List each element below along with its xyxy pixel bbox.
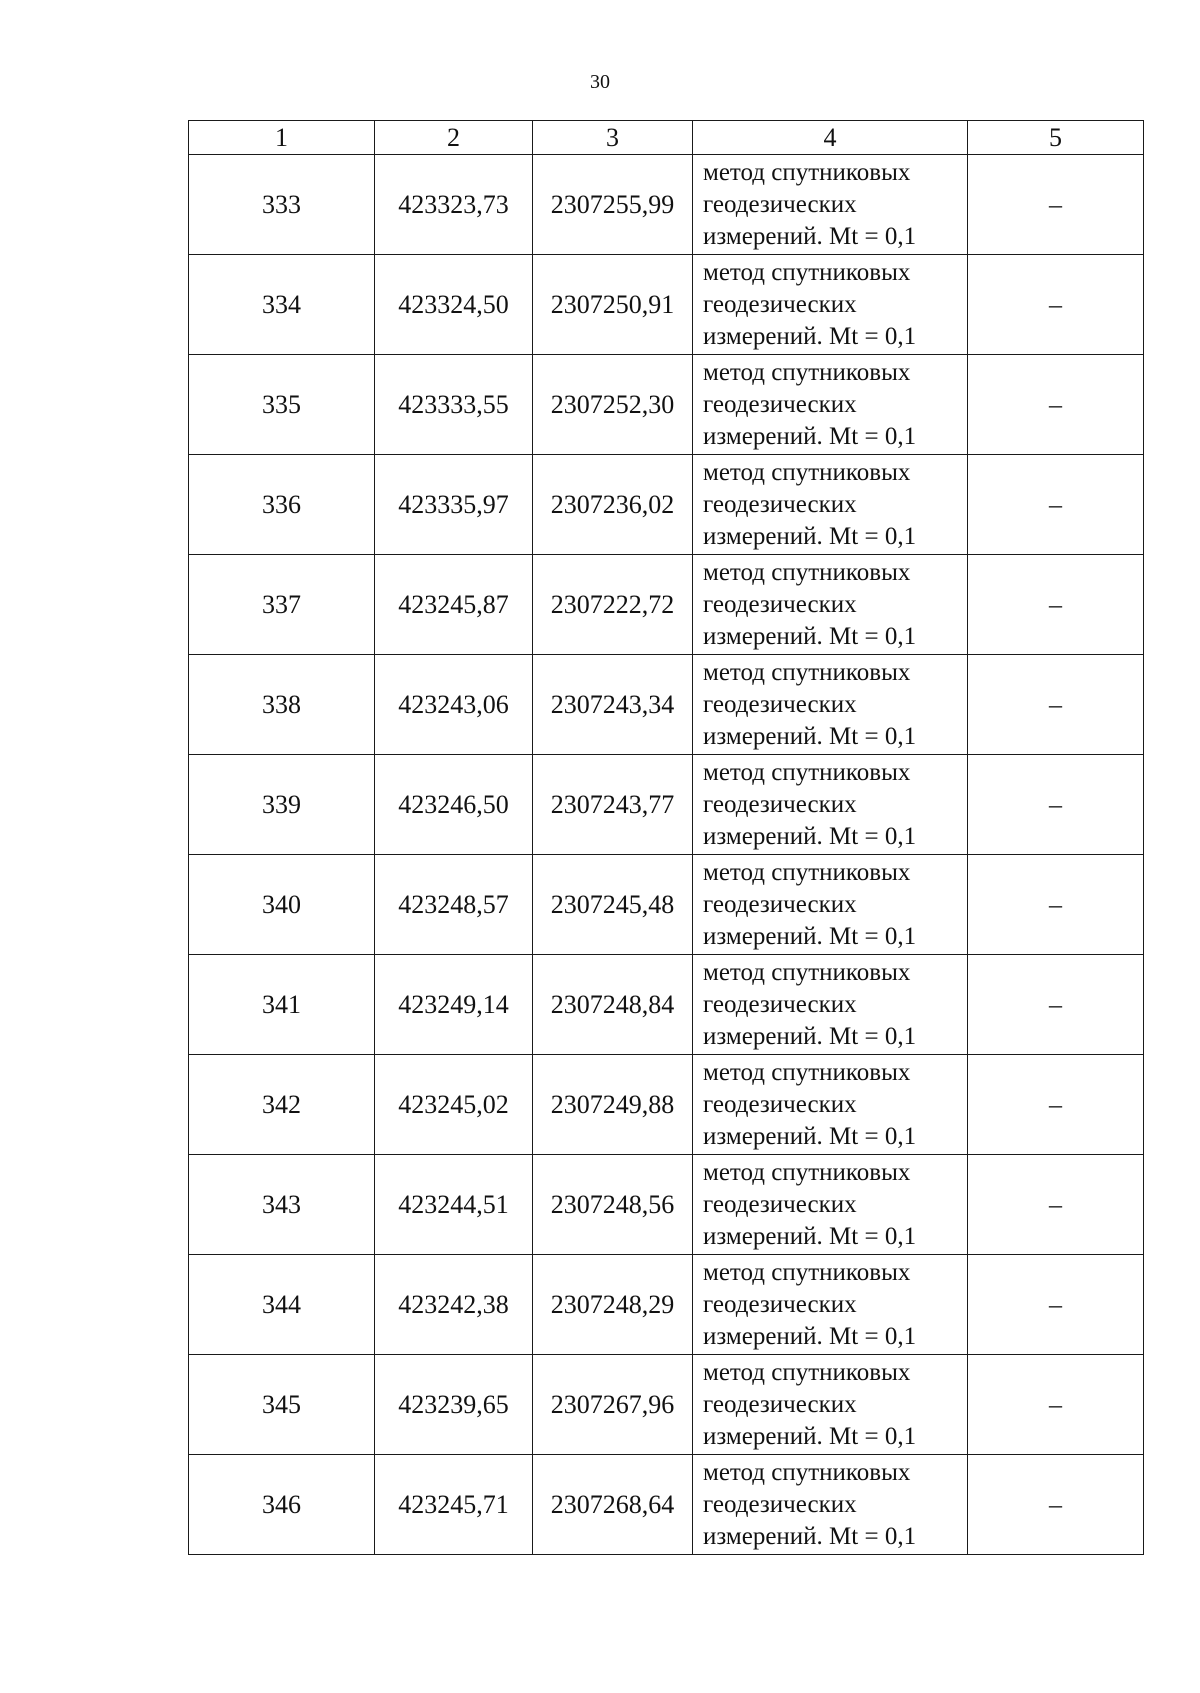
note-cell: –: [968, 1155, 1144, 1255]
method-cell: [693, 355, 968, 455]
method-text-line: геодезических: [703, 1290, 857, 1318]
method-text-line: геодезических: [703, 890, 857, 918]
header-col-1: 1: [189, 121, 375, 155]
y-coordinate-cell: 2307252,30: [533, 355, 693, 455]
method-text-line: измерений. Mt = 0,1: [703, 1322, 917, 1350]
y-coordinate-cell: 2307243,77: [533, 755, 693, 855]
method-text-line: измерений. Mt = 0,1: [703, 222, 917, 250]
method-text-line: измерений. Mt = 0,1: [703, 922, 917, 950]
table-row: [189, 655, 1144, 755]
point-number-cell: 345: [189, 1355, 375, 1455]
table-row: [189, 1055, 1144, 1155]
method-text-line: метод спутниковых: [703, 1458, 911, 1486]
x-coordinate-cell: 423244,51: [375, 1155, 533, 1255]
table-row: [189, 955, 1144, 1055]
y-coordinate-cell: 2307222,72: [533, 555, 693, 655]
method-text-line: геодезических: [703, 290, 857, 318]
point-number-cell: 341: [189, 955, 375, 1055]
method-cell: [693, 555, 968, 655]
x-coordinate-cell: 423333,55: [375, 355, 533, 455]
table-header: [189, 121, 1144, 155]
method-cell: [693, 1455, 968, 1555]
method-text-line: геодезических: [703, 1490, 857, 1518]
point-number-cell: 333: [189, 155, 375, 255]
method-text-line: метод спутниковых: [703, 1258, 911, 1286]
x-coordinate-cell: 423335,97: [375, 455, 533, 555]
table-row: [189, 355, 1144, 455]
method-text-line: геодезических: [703, 590, 857, 618]
x-coordinate-cell: 423245,87: [375, 555, 533, 655]
point-number-cell: 339: [189, 755, 375, 855]
x-coordinate-cell: 423245,02: [375, 1055, 533, 1155]
method-text-line: метод спутниковых: [703, 1158, 911, 1186]
table-row: [189, 1155, 1144, 1255]
page-number: 30: [590, 71, 610, 93]
note-cell: –: [968, 455, 1144, 555]
x-coordinate-cell: 423248,57: [375, 855, 533, 955]
y-coordinate-cell: 2307248,84: [533, 955, 693, 1055]
y-coordinate-cell: 2307245,48: [533, 855, 693, 955]
x-coordinate-cell: 423249,14: [375, 955, 533, 1055]
method-text-line: метод спутниковых: [703, 158, 911, 186]
method-cell: [693, 855, 968, 955]
note-cell: –: [968, 1455, 1144, 1555]
note-cell: –: [968, 1355, 1144, 1455]
point-number-cell: 340: [189, 855, 375, 955]
method-text-line: метод спутниковых: [703, 1358, 911, 1386]
method-cell: [693, 1055, 968, 1155]
table-row: [189, 755, 1144, 855]
method-text-line: метод спутниковых: [703, 358, 911, 386]
method-text-line: измерений. Mt = 0,1: [703, 322, 917, 350]
method-text-line: метод спутниковых: [703, 658, 911, 686]
y-coordinate-cell: 2307249,88: [533, 1055, 693, 1155]
method-cell: [693, 1255, 968, 1355]
table-row: [189, 555, 1144, 655]
y-coordinate-cell: 2307267,96: [533, 1355, 693, 1455]
method-text-line: измерений. Mt = 0,1: [703, 1122, 917, 1150]
x-coordinate-cell: 423239,65: [375, 1355, 533, 1455]
method-cell: [693, 155, 968, 255]
note-cell: –: [968, 555, 1144, 655]
point-number-cell: 344: [189, 1255, 375, 1355]
point-number-cell: 337: [189, 555, 375, 655]
method-text-line: измерений. Mt = 0,1: [703, 722, 917, 750]
note-cell: –: [968, 255, 1144, 355]
y-coordinate-cell: 2307236,02: [533, 455, 693, 555]
table-row: [189, 255, 1144, 355]
coordinates-table: [188, 120, 1144, 1555]
y-coordinate-cell: 2307243,34: [533, 655, 693, 755]
point-number-cell: 335: [189, 355, 375, 455]
x-coordinate-cell: 423323,73: [375, 155, 533, 255]
method-text-line: геодезических: [703, 490, 857, 518]
method-text-line: измерений. Mt = 0,1: [703, 1222, 917, 1250]
method-text-line: геодезических: [703, 1390, 857, 1418]
point-number-cell: 346: [189, 1455, 375, 1555]
method-text-line: геодезических: [703, 1190, 857, 1218]
method-text-line: измерений. Mt = 0,1: [703, 822, 917, 850]
header-col-5: 5: [968, 121, 1144, 155]
table-row: [189, 155, 1144, 255]
point-number-cell: 336: [189, 455, 375, 555]
y-coordinate-cell: 2307248,56: [533, 1155, 693, 1255]
table-row: [189, 1255, 1144, 1355]
method-text-line: метод спутниковых: [703, 758, 911, 786]
note-cell: –: [968, 955, 1144, 1055]
method-text-line: геодезических: [703, 1090, 857, 1118]
header-col-3: 3: [533, 121, 693, 155]
y-coordinate-cell: 2307248,29: [533, 1255, 693, 1355]
method-text-line: измерений. Mt = 0,1: [703, 622, 917, 650]
note-cell: –: [968, 155, 1144, 255]
method-text-line: метод спутниковых: [703, 458, 911, 486]
note-cell: –: [968, 855, 1144, 955]
point-number-cell: 343: [189, 1155, 375, 1255]
method-cell: [693, 1355, 968, 1455]
point-number-cell: 338: [189, 655, 375, 755]
note-cell: –: [968, 355, 1144, 455]
method-text-line: метод спутниковых: [703, 958, 911, 986]
method-text-line: метод спутниковых: [703, 1058, 911, 1086]
note-cell: –: [968, 1055, 1144, 1155]
y-coordinate-cell: 2307250,91: [533, 255, 693, 355]
table-body: [189, 155, 1144, 1555]
method-cell: [693, 1155, 968, 1255]
table-row: [189, 1355, 1144, 1455]
point-number-cell: 342: [189, 1055, 375, 1155]
method-text-line: измерений. Mt = 0,1: [703, 522, 917, 550]
point-number-cell: 334: [189, 255, 375, 355]
note-cell: –: [968, 1255, 1144, 1355]
method-cell: [693, 455, 968, 555]
method-text-line: метод спутниковых: [703, 858, 911, 886]
y-coordinate-cell: 2307255,99: [533, 155, 693, 255]
method-text-line: измерений. Mt = 0,1: [703, 1022, 917, 1050]
x-coordinate-cell: 423243,06: [375, 655, 533, 755]
method-text-line: измерений. Mt = 0,1: [703, 1522, 917, 1550]
method-text-line: геодезических: [703, 190, 857, 218]
note-cell: –: [968, 655, 1144, 755]
table-row: [189, 455, 1144, 555]
x-coordinate-cell: 423245,71: [375, 1455, 533, 1555]
table-row: [189, 855, 1144, 955]
method-cell: [693, 655, 968, 755]
method-text-line: измерений. Mt = 0,1: [703, 1422, 917, 1450]
method-cell: [693, 255, 968, 355]
header-col-2: 2: [375, 121, 533, 155]
x-coordinate-cell: 423246,50: [375, 755, 533, 855]
method-text-line: геодезических: [703, 390, 857, 418]
x-coordinate-cell: 423242,38: [375, 1255, 533, 1355]
table-row: [189, 1455, 1144, 1555]
y-coordinate-cell: 2307268,64: [533, 1455, 693, 1555]
method-cell: [693, 755, 968, 855]
method-text-line: геодезических: [703, 790, 857, 818]
method-text-line: метод спутниковых: [703, 258, 911, 286]
method-text-line: измерений. Mt = 0,1: [703, 422, 917, 450]
method-text-line: геодезических: [703, 690, 857, 718]
note-cell: –: [968, 755, 1144, 855]
method-text-line: метод спутниковых: [703, 558, 911, 586]
method-cell: [693, 955, 968, 1055]
method-text-line: геодезических: [703, 990, 857, 1018]
header-col-4: 4: [693, 121, 968, 155]
x-coordinate-cell: 423324,50: [375, 255, 533, 355]
header-row: [189, 121, 1144, 155]
